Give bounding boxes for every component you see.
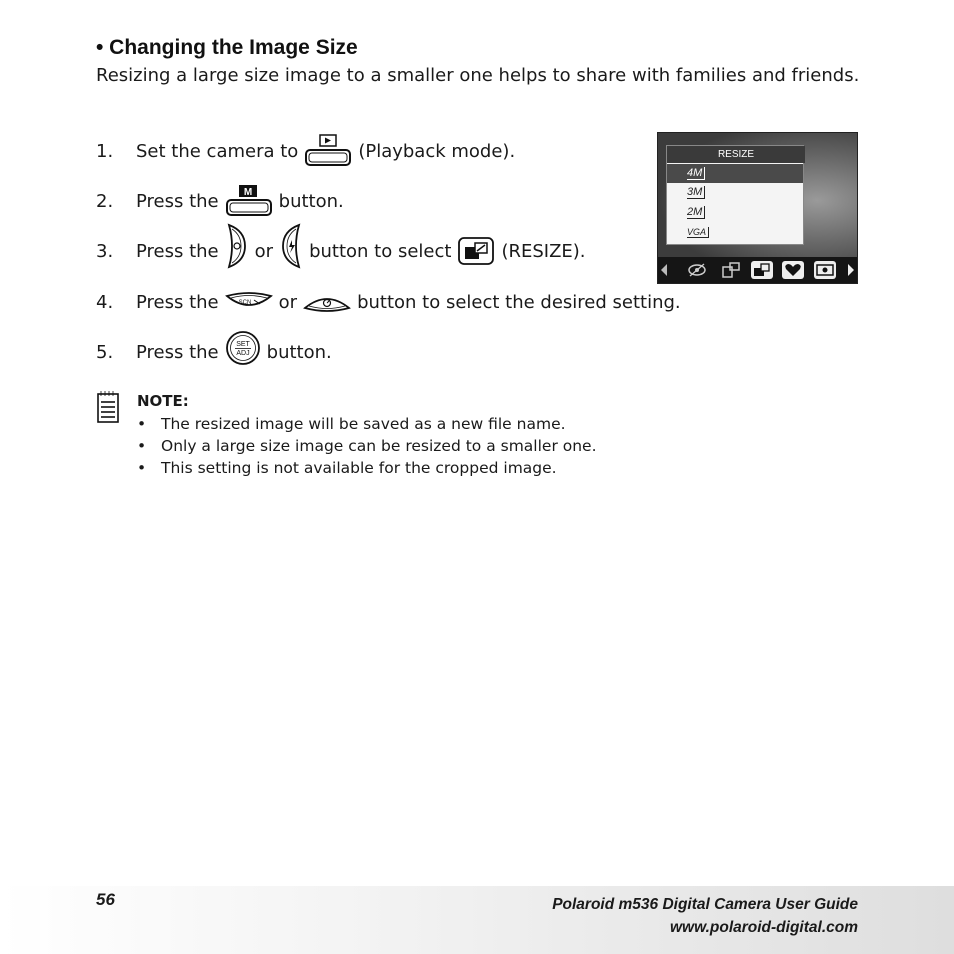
note-list [137, 413, 597, 479]
step-number: 1. [96, 140, 114, 162]
guide-title: Polaroid m536 Digital Camera User Guide [552, 896, 858, 913]
step-number: 3. [96, 240, 114, 262]
step-4 [96, 285, 687, 319]
resize-icon [457, 236, 495, 266]
menu-option-vga[interactable]: VGA [667, 223, 803, 242]
macro-left-button-icon [225, 223, 249, 269]
website-link[interactable]: www.polaroid-digital.com [669, 919, 858, 936]
note-item: • Only a large size image can be resized to a smaller one. [137, 435, 597, 457]
menu-button-icon [225, 184, 273, 218]
lcd-screen [657, 132, 858, 284]
selftimer-down-button-icon [303, 290, 351, 314]
svg-text:SCN: SCN [238, 300, 251, 306]
step-text: Press the [136, 190, 219, 212]
step-text: button to select [309, 240, 452, 262]
step-text: Press the [136, 291, 219, 313]
step-5 [96, 335, 338, 369]
step-2 [96, 184, 350, 218]
scn-up-button-icon [225, 290, 273, 314]
step-1 [96, 134, 521, 168]
menu-option-3m[interactable]: 3M [667, 183, 803, 202]
step-text: or [278, 291, 298, 313]
step-text: Set the camera to [136, 140, 299, 162]
step-text: (RESIZE). [501, 240, 586, 262]
svg-text:ADJ: ADJ [236, 350, 250, 357]
menu-option-2m[interactable]: 2M [667, 203, 803, 222]
svg-text:SET: SET [235, 341, 250, 348]
redeye-icon[interactable] [686, 261, 708, 279]
step-text: button. [266, 341, 332, 363]
step-text: Press the [136, 341, 219, 363]
step-number: 2. [96, 190, 114, 212]
note-pad-icon [96, 390, 122, 428]
right-arrow-icon[interactable] [847, 263, 855, 277]
resize-menu [666, 145, 804, 245]
flash-right-button-icon [279, 223, 303, 269]
favorite-heart-icon[interactable] [782, 261, 804, 279]
menu-option-4m[interactable]: 4M [667, 164, 803, 183]
note-item: • This setting is not available for the cropped image. [137, 457, 597, 479]
playback-button-icon [304, 134, 352, 168]
step-3 [96, 234, 592, 268]
svg-text:M: M [243, 187, 252, 198]
section-title: • Changing the Image Size [96, 36, 358, 59]
resize-icon[interactable] [751, 261, 773, 279]
step-number: 4. [96, 291, 114, 313]
print-transfer-icon[interactable] [814, 261, 836, 279]
footer-title [552, 893, 858, 939]
menu-title: RESIZE [667, 146, 805, 163]
step-text: Press the [136, 240, 219, 262]
rotate-icon[interactable] [720, 261, 742, 279]
left-arrow-icon[interactable] [660, 263, 668, 277]
note-item: • The resized image will be saved as a new file name. [137, 413, 597, 435]
page-number: 56 [96, 890, 115, 909]
note-label: NOTE: [137, 392, 189, 410]
set-adj-button-icon [225, 330, 261, 366]
step-text: button to select the desired setting. [357, 291, 681, 313]
step-text: or [254, 240, 274, 262]
step-text: button. [278, 190, 344, 212]
lcd-toolbar [658, 257, 857, 283]
step-number: 5. [96, 341, 114, 363]
intro-paragraph: Resizing a large size image to a smaller one helps to share with families and friends. [96, 65, 860, 86]
step-text: (Playback mode). [358, 140, 516, 162]
